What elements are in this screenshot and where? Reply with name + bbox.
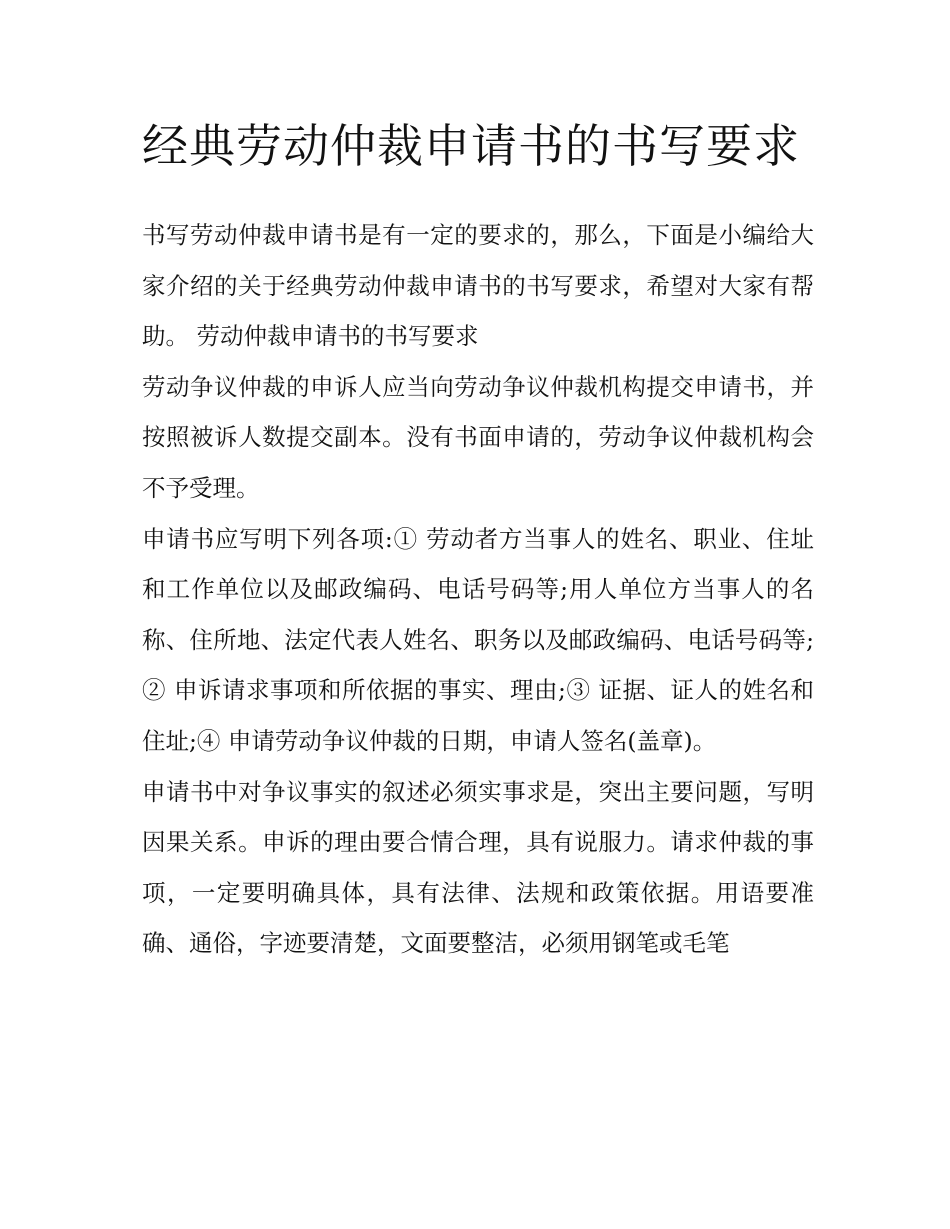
paragraph-intro: 书写劳动仲裁申请书是有一定的要求的，那么，下面是小编给大家介绍的关于经典劳动仲裁申请书的书写要求，希望对大家有帮助。 劳动仲裁申请书的书写要求 <box>142 221 814 351</box>
document-content <box>142 108 814 969</box>
paragraph-submission: 劳动争议仲裁的申诉人应当向劳动争议仲裁机构提交申请书，并按照被诉人数提交副本。没有书面申请的，劳动争议仲裁机构会不予受理。 <box>142 372 814 502</box>
document-title: 经典劳动仲裁申请书的书写要求 <box>142 119 800 173</box>
paragraph-required-items: 申请书应写明下列各项:① 劳动者方当事人的姓名、职业、住址和工作单位以及邮政编码、电话号码等;用人单位方当事人的名称、住所地、法定代表人姓名、职务以及邮政编码、电话号码等;② 申诉请求事项和所依据的事实、理由;③ 证据、证人的姓名和住址;④ 申请劳动争议仲裁的日期，申请人签名(盖章)。 <box>142 524 814 755</box>
paragraph-writing-requirements: 申请书中对争议事实的叙述必须实事求是，突出主要问题，写明因果关系。申诉的理由要合情合理，具有说服力。请求仲裁的事项，一定要明确具体，具有法律、法规和政策依据。用语要准确、通俗，字迹要清楚，文面要整洁，必须用钢笔或毛笔 <box>142 777 814 958</box>
document-body <box>142 210 814 969</box>
